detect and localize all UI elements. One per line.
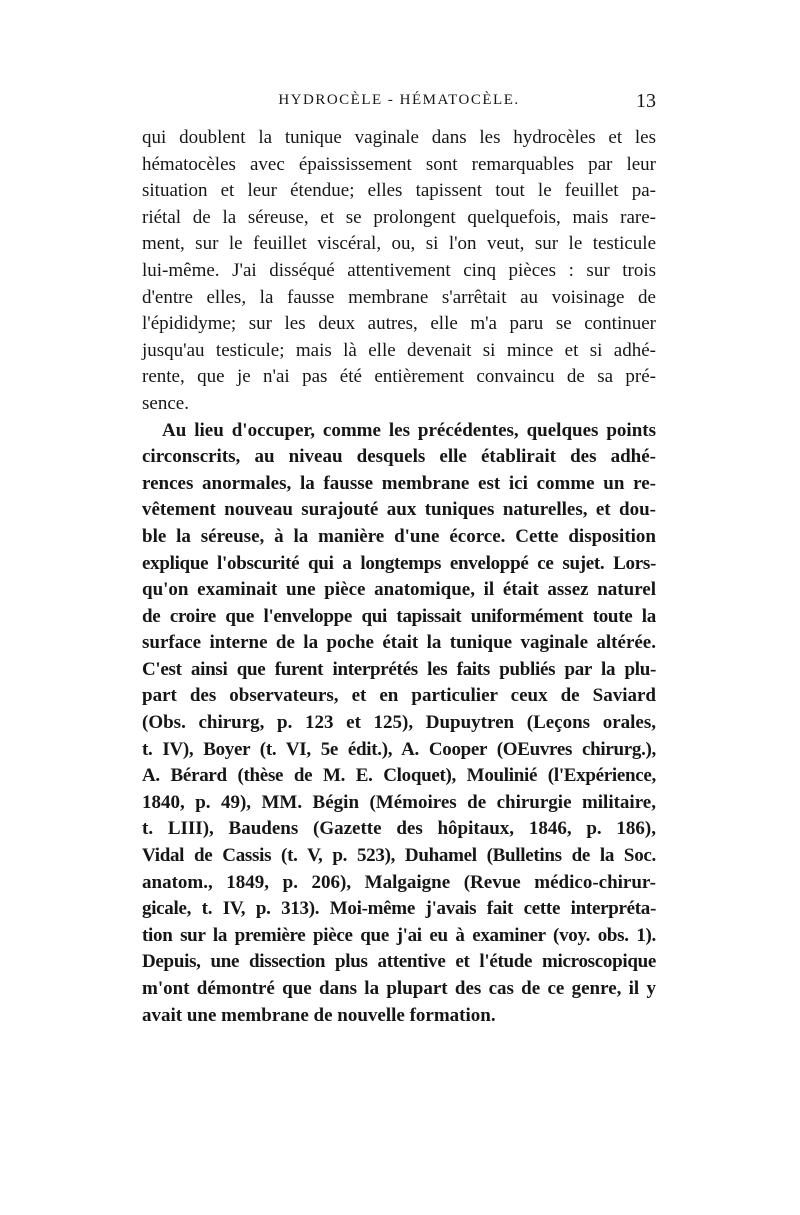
text-line: avait une membrane de nouvelle formation. [142,1004,496,1026]
text-line: qui doublent la tunique vaginale dans les hydrocèles et les [142,127,656,148]
text-body [142,125,656,1029]
text-line: 1840, p. 49), MM. Bégin (Mémoires de chirurgie militaire, [142,791,656,813]
paragraph-2 [142,418,656,1030]
text-line: l'épididyme; sur les deux autres, elle m'a paru se continuer [142,313,656,335]
running-title: HYDROCÈLE - HÉMATOCÈLE. [278,92,520,108]
text-line: d'entre elles, la fausse membrane s'arrêtait au voisinage de [142,286,656,308]
text-line: t. IV), Boyer (t. VI, 5e édit.), A. Cooper (OEuvres chirurg.), [142,738,656,760]
text-line: part des observateurs, et en particulier ceux de Saviard [142,685,656,707]
text-line: de croire que l'enveloppe qui tapissait uniformément toute la [142,605,656,627]
text-line: m'ont démontré que dans la plupart des cas de ce genre, il y [142,978,656,999]
text-line: sence. [142,392,189,414]
paragraph-1 [142,125,656,418]
text-line: Depuis, une dissection plus attentive et l'étude microscopique [142,951,656,973]
text-line: anatom., 1849, p. 206), Malgaigne (Revue médico-chirur- [142,871,656,893]
text-line: situation et leur étendue; elles tapissent tout le feuillet pa- [142,180,656,202]
text-line: ment, sur le feuillet viscéral, ou, si l'on veut, sur le testicule [142,233,656,255]
text-line: surface interne de la poche était la tunique vaginale altérée. [142,632,656,654]
text-line: (Obs. chirurg, p. 123 et 125), Dupuytren (Leçons orales, [142,712,656,734]
text-line: qu'on examinait une pièce anatomique, il était assez naturel [142,579,656,601]
text-line: rente, que je n'ai pas été entièrement convaincu de sa pré- [142,366,656,388]
text-line: circonscrits, au niveau desquels elle établirait des adhé- [142,446,656,468]
text-line: Au lieu d'occuper, comme les précédentes, quelques points [162,419,656,441]
text-line: A. Bérard (thèse de M. E. Cloquet), Moulinié (l'Expérience, [142,765,656,787]
text-line: hématocèles avec épaississement sont remarquables par leur [142,153,656,175]
page-number: 13 [636,90,656,112]
running-head [142,90,656,120]
text-line: jusqu'au testicule; mais là elle devenait si mince et si adhé- [142,339,656,361]
text-line: Vidal de Cassis (t. V, p. 523), Duhamel (Bulletins de la Soc. [142,845,656,867]
text-line: explique l'obscurité qui a longtemps enveloppé ce sujet. Lors- [142,552,656,574]
text-line: ble la séreuse, à la manière d'une écorce. Cette disposition [142,525,656,547]
text-line: vêtement nouveau surajouté aux tuniques naturelles, et dou- [142,499,656,521]
text-line: riétal de la séreuse, et se prolongent quelquefois, mais rare- [142,206,656,228]
text-line: lui-même. J'ai disséqué attentivement cinq pièces : sur trois [142,259,656,281]
text-line: t. LIII), Baudens (Gazette des hôpitaux, 1846, p. 186), [142,818,656,840]
text-line: tion sur la première pièce que j'ai eu à examiner (voy. obs. 1). [142,924,656,946]
text-line: rences anormales, la fausse membrane est ici comme un re- [142,472,656,494]
text-line: C'est ainsi que furent interprétés les faits publiés par la plu- [142,658,656,680]
text-line: gicale, t. IV, p. 313). Moi-même j'avais fait cette interpréta- [142,898,656,920]
